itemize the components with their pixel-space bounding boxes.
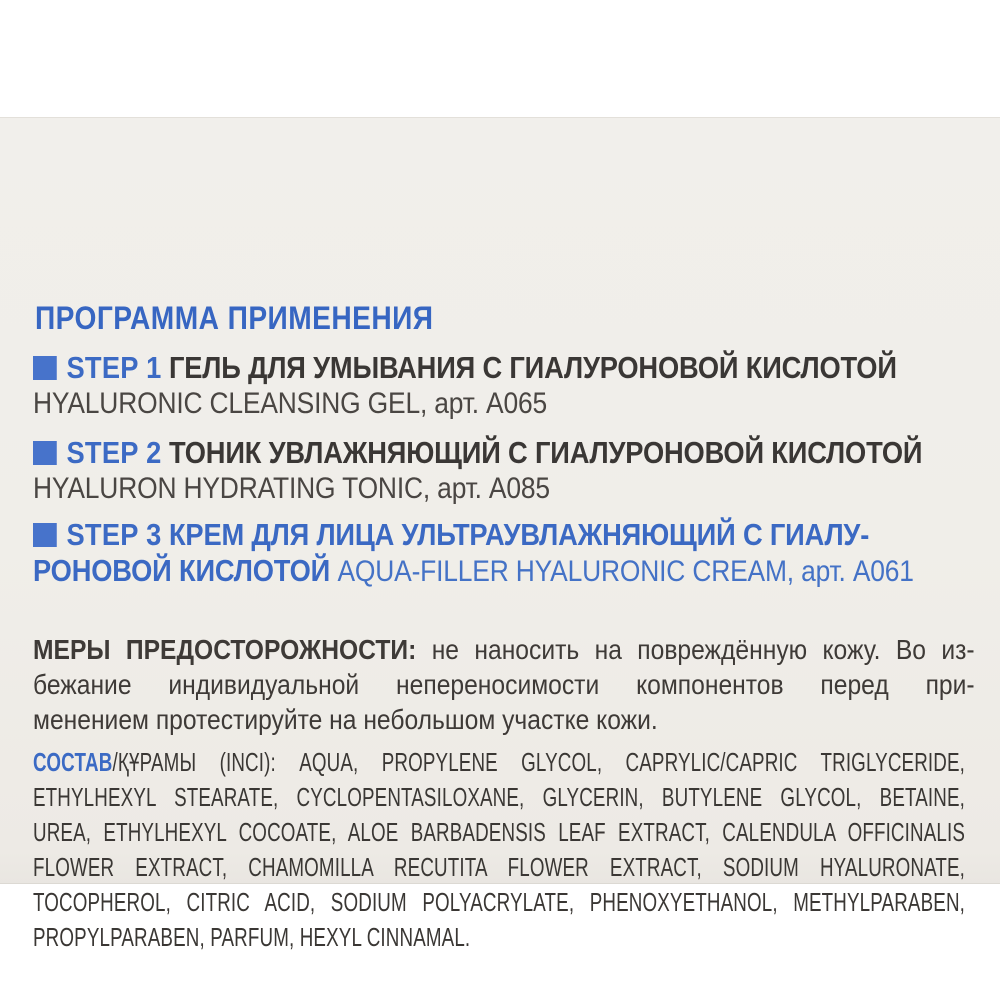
step-product-name-ru: ТОНИК УВЛАЖНЯЮЩИЙ С ГИАЛУРОНОВОЙ КИСЛОТОЙ [168,435,923,470]
ingredients-line: TOCOPHEROL, CITRIC ACID, SODIUM POLYACRYLATE, PHENOXYETHANOL, METHYLPARABEN, [33,887,966,917]
precautions-line [33,632,975,667]
step-row-3 [33,518,869,552]
step-row-2 [33,436,922,470]
ingredients-line [33,745,965,780]
step-label: STEP 1 [66,350,162,385]
precautions-text: не наносить на повреждённую кожу. Во из- [431,634,975,665]
step-product-name-en: HYALURONIC CLEANSING GEL, арт. А065 [33,387,548,420]
precautions-heading: МЕРЫ ПРЕДОСТОРОЖНОСТИ: [33,634,417,665]
ingredients-line: PROPYLPARABEN, PARFUM, HEXYL CINNAMAL. [33,922,471,952]
step-product-name-ru-part2: РОНОВОЙ КИСЛОТОЙ [33,553,331,588]
ingredients-line: UREA, ETHYLHEXYL COCOATE, ALOE BARBADENSIS LEAF EXTRACT, CALENDULA OFFICINALIS [33,817,966,847]
bullet-square-icon [33,441,57,465]
step-row-3-continued [33,554,914,589]
ingredients-line: FLOWER EXTRACT, CHAMOMILLA RECUTITA FLOWER EXTRACT, SODIUM HYALURONATE, [33,852,966,882]
precautions-line: бежание индивидуальной непереносимости компонентов перед при- [33,669,975,700]
step-product-name-en: AQUA-FILLER HYALURONIC CREAM, арт. А061 [337,555,914,588]
step-product-name-en: HYALURON HYDRATING TONIC, арт. А085 [33,472,550,505]
precautions-paragraph [33,632,975,737]
ingredients-heading: СОСТАВ [33,747,113,777]
ingredients-line: ETHYLHEXYL STEARATE, CYCLOPENTASILOXANE, GLYCERIN, BUTYLENE GLYCOL, BETAINE, [33,782,966,812]
bullet-square-icon [33,523,57,547]
step-label: STEP 2 [66,435,162,470]
box-back-panel [0,117,1000,952]
precautions-line: менением протестируйте на небольшом участке кожи. [33,704,658,735]
step-label: STEP 3 [66,517,162,552]
program-title: ПРОГРАММА ПРИМЕНЕНИЯ [35,300,434,336]
step-product-name-ru-part1: КРЕМ ДЛЯ ЛИЦА УЛЬТРАУВЛАЖНЯЮЩИЙ С ГИАЛУ- [168,517,870,552]
bullet-square-icon [33,356,57,380]
step-product-name-ru: ГЕЛЬ ДЛЯ УМЫВАНИЯ С ГИАЛУРОНОВОЙ КИСЛОТОЙ [168,350,897,385]
ingredients-paragraph [33,745,965,955]
step-row-1 [33,351,897,385]
ingredients-text: /ҚҰРАМЫ (INCI): AQUA, PROPYLENE GLYCOL, CAPRYLIC/CAPRIC TRIGLYCERIDE, [112,747,966,777]
